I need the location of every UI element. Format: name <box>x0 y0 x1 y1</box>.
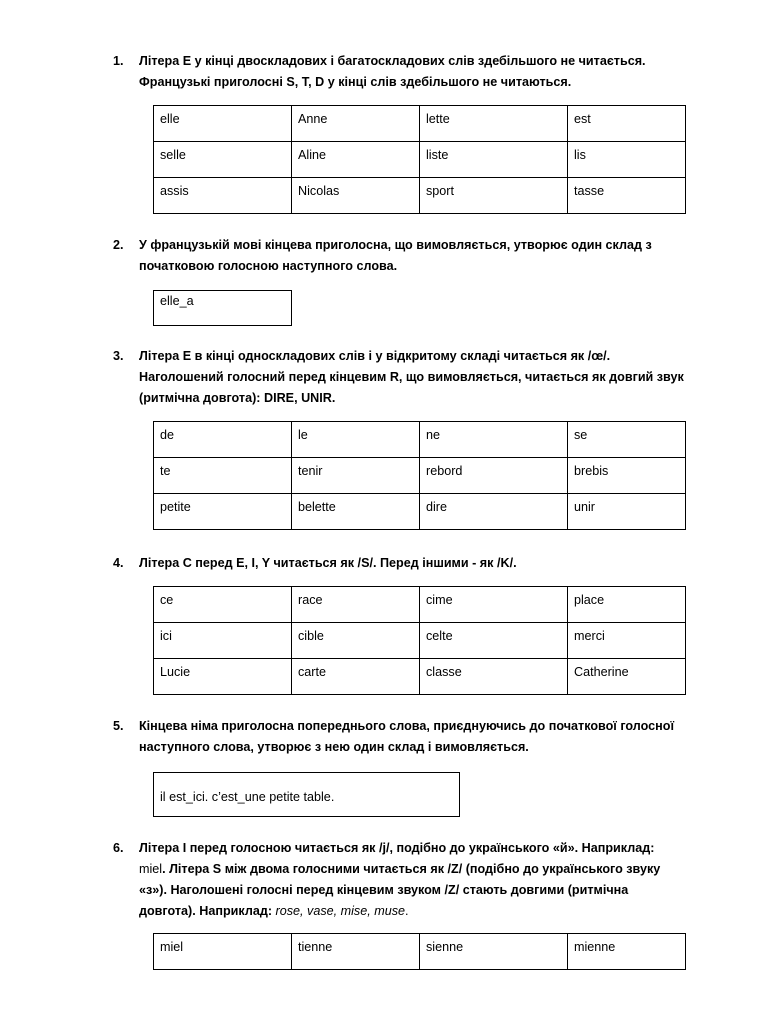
table-cell: ne <box>420 422 568 458</box>
table-row <box>154 142 686 178</box>
table-cell: brebis <box>568 458 686 494</box>
table-cell: cible <box>292 623 420 659</box>
rule-text: Літера C перед E, I, Y читається як /S/. Перед іншими - як /K/. <box>139 556 517 570</box>
rule-5 <box>113 716 713 758</box>
table-cell: petite <box>154 494 292 530</box>
table-row <box>154 587 686 623</box>
table-cell: celte <box>420 623 568 659</box>
table-cell: sport <box>420 178 568 214</box>
table-cell: se <box>568 422 686 458</box>
table-row <box>154 934 686 970</box>
table-row <box>154 458 686 494</box>
rule-2 <box>113 235 713 277</box>
example-table-6 <box>153 933 686 970</box>
rule-6 <box>113 838 713 922</box>
table-row <box>154 178 686 214</box>
rule-number: 3. <box>113 349 124 363</box>
rule-number: 1. <box>113 54 124 68</box>
table-cell: elle <box>154 106 292 142</box>
table-cell: Aline <box>292 142 420 178</box>
table-row <box>154 494 686 530</box>
table-cell: Anne <box>292 106 420 142</box>
rule-number: 2. <box>113 238 124 252</box>
table-cell: sienne <box>420 934 568 970</box>
table-cell: tenir <box>292 458 420 494</box>
rule-4 <box>113 553 713 574</box>
table-cell: carte <box>292 659 420 695</box>
example-text: il est_ici. c’est_une petite table. <box>160 790 335 804</box>
table-cell: le <box>292 422 420 458</box>
table-cell: unir <box>568 494 686 530</box>
table-cell: miel <box>154 934 292 970</box>
rule-number: 5. <box>113 719 124 733</box>
rule-text: Літера I перед голосною читається як /j/, подібно до українського «й». Наприклад: miel. Літера S між двома голосними читається як /Z/ (подібно до українського звуку «з»). Наголошені голосні перед кінцевим звуком /Z/ стають довгими (ритмічна довгота). Наприклад: rose, vase, mise, muse. <box>139 841 661 918</box>
table-cell: lette <box>420 106 568 142</box>
table-row <box>154 659 686 695</box>
rule-number: 6. <box>113 841 124 855</box>
example-box-2 <box>153 290 292 326</box>
example-table-1 <box>153 105 686 214</box>
table-cell: tienne <box>292 934 420 970</box>
table-cell: classe <box>420 659 568 695</box>
table-cell: tasse <box>568 178 686 214</box>
table-cell: lis <box>568 142 686 178</box>
table-cell: dire <box>420 494 568 530</box>
example-text: elle_a <box>160 294 194 308</box>
rule-1 <box>113 51 713 93</box>
table-row <box>154 106 686 142</box>
table-cell: merci <box>568 623 686 659</box>
example-table-3 <box>153 421 686 530</box>
rule-3 <box>113 346 713 409</box>
rule-text: Літера E в кінці односкладових слів і у відкритому складі читається як /œ/. Наголошений голосний перед кінцевим R, що вимовляється, читається як довгий звук (ритмічна довгота): DIRE, UNIR. <box>139 349 684 405</box>
table-cell: Catherine <box>568 659 686 695</box>
rule-text: Кінцева німа приголосна попереднього слова, приєднуючись до початкової голосної наступного слова, утворює з нею один склад і вимовляється. <box>139 719 675 754</box>
table-cell: mienne <box>568 934 686 970</box>
table-cell: ici <box>154 623 292 659</box>
example-table-4 <box>153 586 686 695</box>
table-cell: est <box>568 106 686 142</box>
rule-number: 4. <box>113 556 124 570</box>
table-cell: Nicolas <box>292 178 420 214</box>
table-row <box>154 623 686 659</box>
table-row <box>154 422 686 458</box>
table-cell: rebord <box>420 458 568 494</box>
table-cell: race <box>292 587 420 623</box>
table-cell: de <box>154 422 292 458</box>
table-cell: place <box>568 587 686 623</box>
table-cell: te <box>154 458 292 494</box>
example-box-5 <box>153 772 460 817</box>
table-cell: liste <box>420 142 568 178</box>
table-cell: selle <box>154 142 292 178</box>
table-cell: belette <box>292 494 420 530</box>
table-cell: assis <box>154 178 292 214</box>
rule-text: У французькій мові кінцева приголосна, що вимовляється, утворює один склад з початковою голосною наступного слова. <box>139 238 652 273</box>
table-cell: ce <box>154 587 292 623</box>
table-cell: Lucie <box>154 659 292 695</box>
rule-text: Літера E у кінці двоскладових і багатоскладових слів здебільшого не читається. Французькі приголосні S, T, D у кінці слів здебільшого не читаються. <box>139 54 646 89</box>
table-cell: cime <box>420 587 568 623</box>
